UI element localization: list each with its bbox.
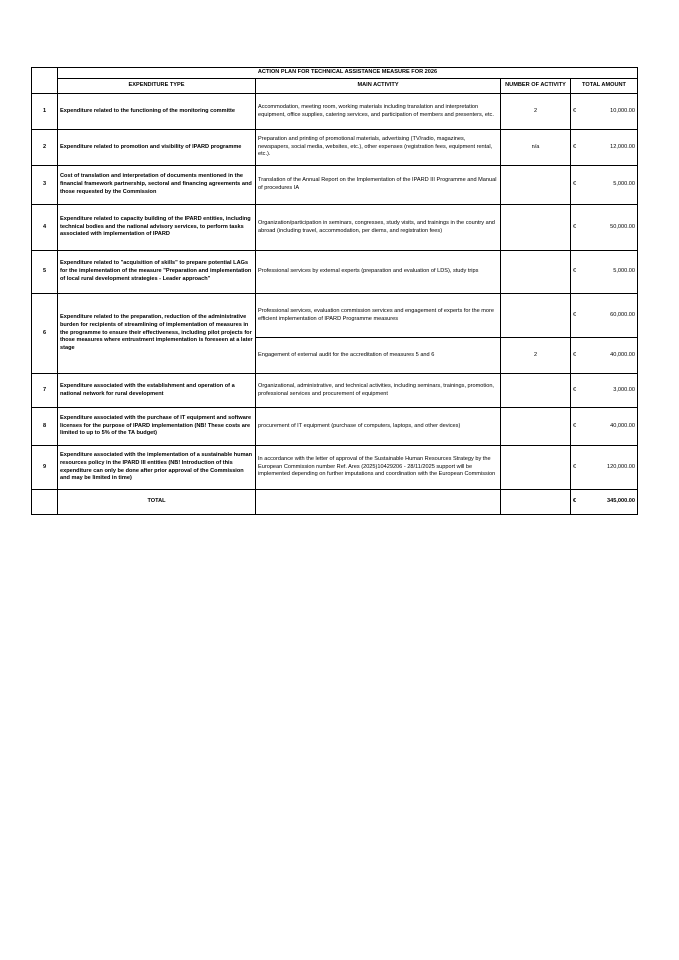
main-activity: Engagement of external audit for the accreditation of measures 5 and 6 [256, 338, 501, 374]
currency-symbol: € [571, 446, 583, 490]
table-row [32, 94, 638, 130]
total-label: TOTAL [58, 490, 256, 515]
expenditure-type: Expenditure associated with the establishment and operation of a national network for rural development [58, 374, 256, 408]
amount: 12,000.00 [583, 130, 638, 166]
amount: 120,000.00 [583, 446, 638, 490]
expenditure-type: Expenditure related to "acquisition of skills" to prepare potential LAGs for the implementation of the measure "Preparation and implementation of local rural development strategies - Leader approach" [58, 251, 256, 294]
header-main-activity: MAIN ACTIVITY [256, 79, 501, 94]
expenditure-type: Expenditure related to the preparation, reduction of the administrative burden for recipients of streamlining of implementation of measures in the programme to ensure their effectiveness, including pilot projects for those measures where entrustment implementation is foreseen at a later stage [58, 294, 256, 374]
row-number: 6 [32, 294, 58, 374]
activity-count: 2 [501, 338, 571, 374]
amount: 40,000.00 [583, 338, 638, 374]
expenditure-type: Expenditure related to capacity building of the IPARD entities, including technical bodies and the national advisory services, to perform tasks associated with implementation of IPARD [58, 205, 256, 251]
activity-count [501, 251, 571, 294]
header-number-of-activity: NUMBER OF ACTIVITY [501, 79, 571, 94]
row-number: 3 [32, 166, 58, 205]
currency-symbol: € [571, 408, 583, 446]
activity-count [501, 166, 571, 205]
header-total-amount: TOTAL AMOUNT [571, 79, 638, 94]
expenditure-type: Expenditure related to promotion and visibility of IPARD programme [58, 130, 256, 166]
table-title-row [32, 68, 638, 79]
amount: 3,000.00 [583, 374, 638, 408]
row-number: 2 [32, 130, 58, 166]
expenditure-type: Expenditure associated with the purchase of IT equipment and software licenses for the purpose of IPARD implementation (NB! These costs are limited to up to 5% of the TA budget) [58, 408, 256, 446]
amount: 40,000.00 [583, 408, 638, 446]
table-row [32, 130, 638, 166]
action-plan-table [31, 67, 638, 515]
currency-symbol: € [571, 94, 583, 130]
activity-count [501, 446, 571, 490]
main-activity: Professional services by external experts (preparation and evaluation of LDS), study trips [256, 251, 501, 294]
main-activity: Preparation and printing of promotional materials, advertising (TV/radio, magazines, newspapers, social media, websites, etc.), other expenses (registration fees, equipment rental, etc.). [256, 130, 501, 166]
currency-symbol: € [571, 205, 583, 251]
currency-symbol: € [571, 374, 583, 408]
table-header-row [32, 79, 638, 94]
table-row [32, 408, 638, 446]
amount: 10,000.00 [583, 94, 638, 130]
row-number: 4 [32, 205, 58, 251]
main-activity: Organizational, administrative, and technical activities, including seminars, trainings, promotion, professional services and procurement of equipment [256, 374, 501, 408]
expenditure-type: Cost of translation and interpretation of documents mentioned in the financial framework partnership, sectoral and financing agreements and those requested by the Commission [58, 166, 256, 205]
table-row [32, 446, 638, 490]
activity-count: n/a [501, 130, 571, 166]
amount: 50,000.00 [583, 205, 638, 251]
row-number: 9 [32, 446, 58, 490]
activity-count [501, 374, 571, 408]
amount: 5,000.00 [583, 251, 638, 294]
main-activity: Accommodation, meeting room, working materials including translation and interpretation equipment, office supplies, catering services, and participation of members and presenters, etc. [256, 94, 501, 130]
currency-symbol: € [571, 338, 583, 374]
corner-cell [32, 68, 58, 94]
activity-count [501, 408, 571, 446]
table-row [32, 251, 638, 294]
total-row [32, 490, 638, 515]
currency-symbol: € [571, 166, 583, 205]
header-expenditure-type: EXPENDITURE TYPE [58, 79, 256, 94]
expenditure-type: Expenditure associated with the implementation of a sustainable human resources policy in the IPARD III entities (NB! Introduction of this expenditure can only be done after prior approval of the Commission and may be limited in time) [58, 446, 256, 490]
main-activity: Translation of the Annual Report on the Implementation of the IPARD III Programme and Manual of procedures IA [256, 166, 501, 205]
amount: 5,000.00 [583, 166, 638, 205]
table-row [32, 374, 638, 408]
table-row [32, 166, 638, 205]
row-number: 8 [32, 408, 58, 446]
table-row [32, 205, 638, 251]
main-activity: In accordance with the letter of approval of the Sustainable Human Resources Strategy by the European Commission number Ref. Ares (2025)10429206 - 28/11/2025 support will be implemented depending on further imputations and coordination with the European Commission [256, 446, 501, 490]
row-number: 1 [32, 94, 58, 130]
row-number: 5 [32, 251, 58, 294]
activity-count: 2 [501, 94, 571, 130]
activity-count [501, 205, 571, 251]
currency-symbol: € [571, 251, 583, 294]
expenditure-type: Expenditure related to the functioning of the monitoring committe [58, 94, 256, 130]
total-blank-activity [256, 490, 501, 515]
main-activity: Professional services, evaluation commission services and engagement of experts for the more efficient implementation of IPARD Programme measures [256, 294, 501, 338]
total-blank-count [501, 490, 571, 515]
total-amount: 345,000.00 [583, 490, 638, 515]
currency-symbol: € [571, 490, 583, 515]
currency-symbol: € [571, 130, 583, 166]
main-activity: procurement of IT equipment (purchase of computers, laptops, and other devices) [256, 408, 501, 446]
main-activity: Organization/participation in seminars, congresses, study visits, and trainings in the country and abroad (including travel, accommodation, per diems, and registration fees) [256, 205, 501, 251]
table-row [32, 294, 638, 338]
total-blank-cell [32, 490, 58, 515]
activity-count [501, 294, 571, 338]
row-number: 7 [32, 374, 58, 408]
currency-symbol: € [571, 294, 583, 338]
amount: 60,000.00 [583, 294, 638, 338]
table-title: ACTION PLAN FOR TECHNICAL ASSISTANCE MEASURE FOR 2026 [58, 68, 638, 79]
